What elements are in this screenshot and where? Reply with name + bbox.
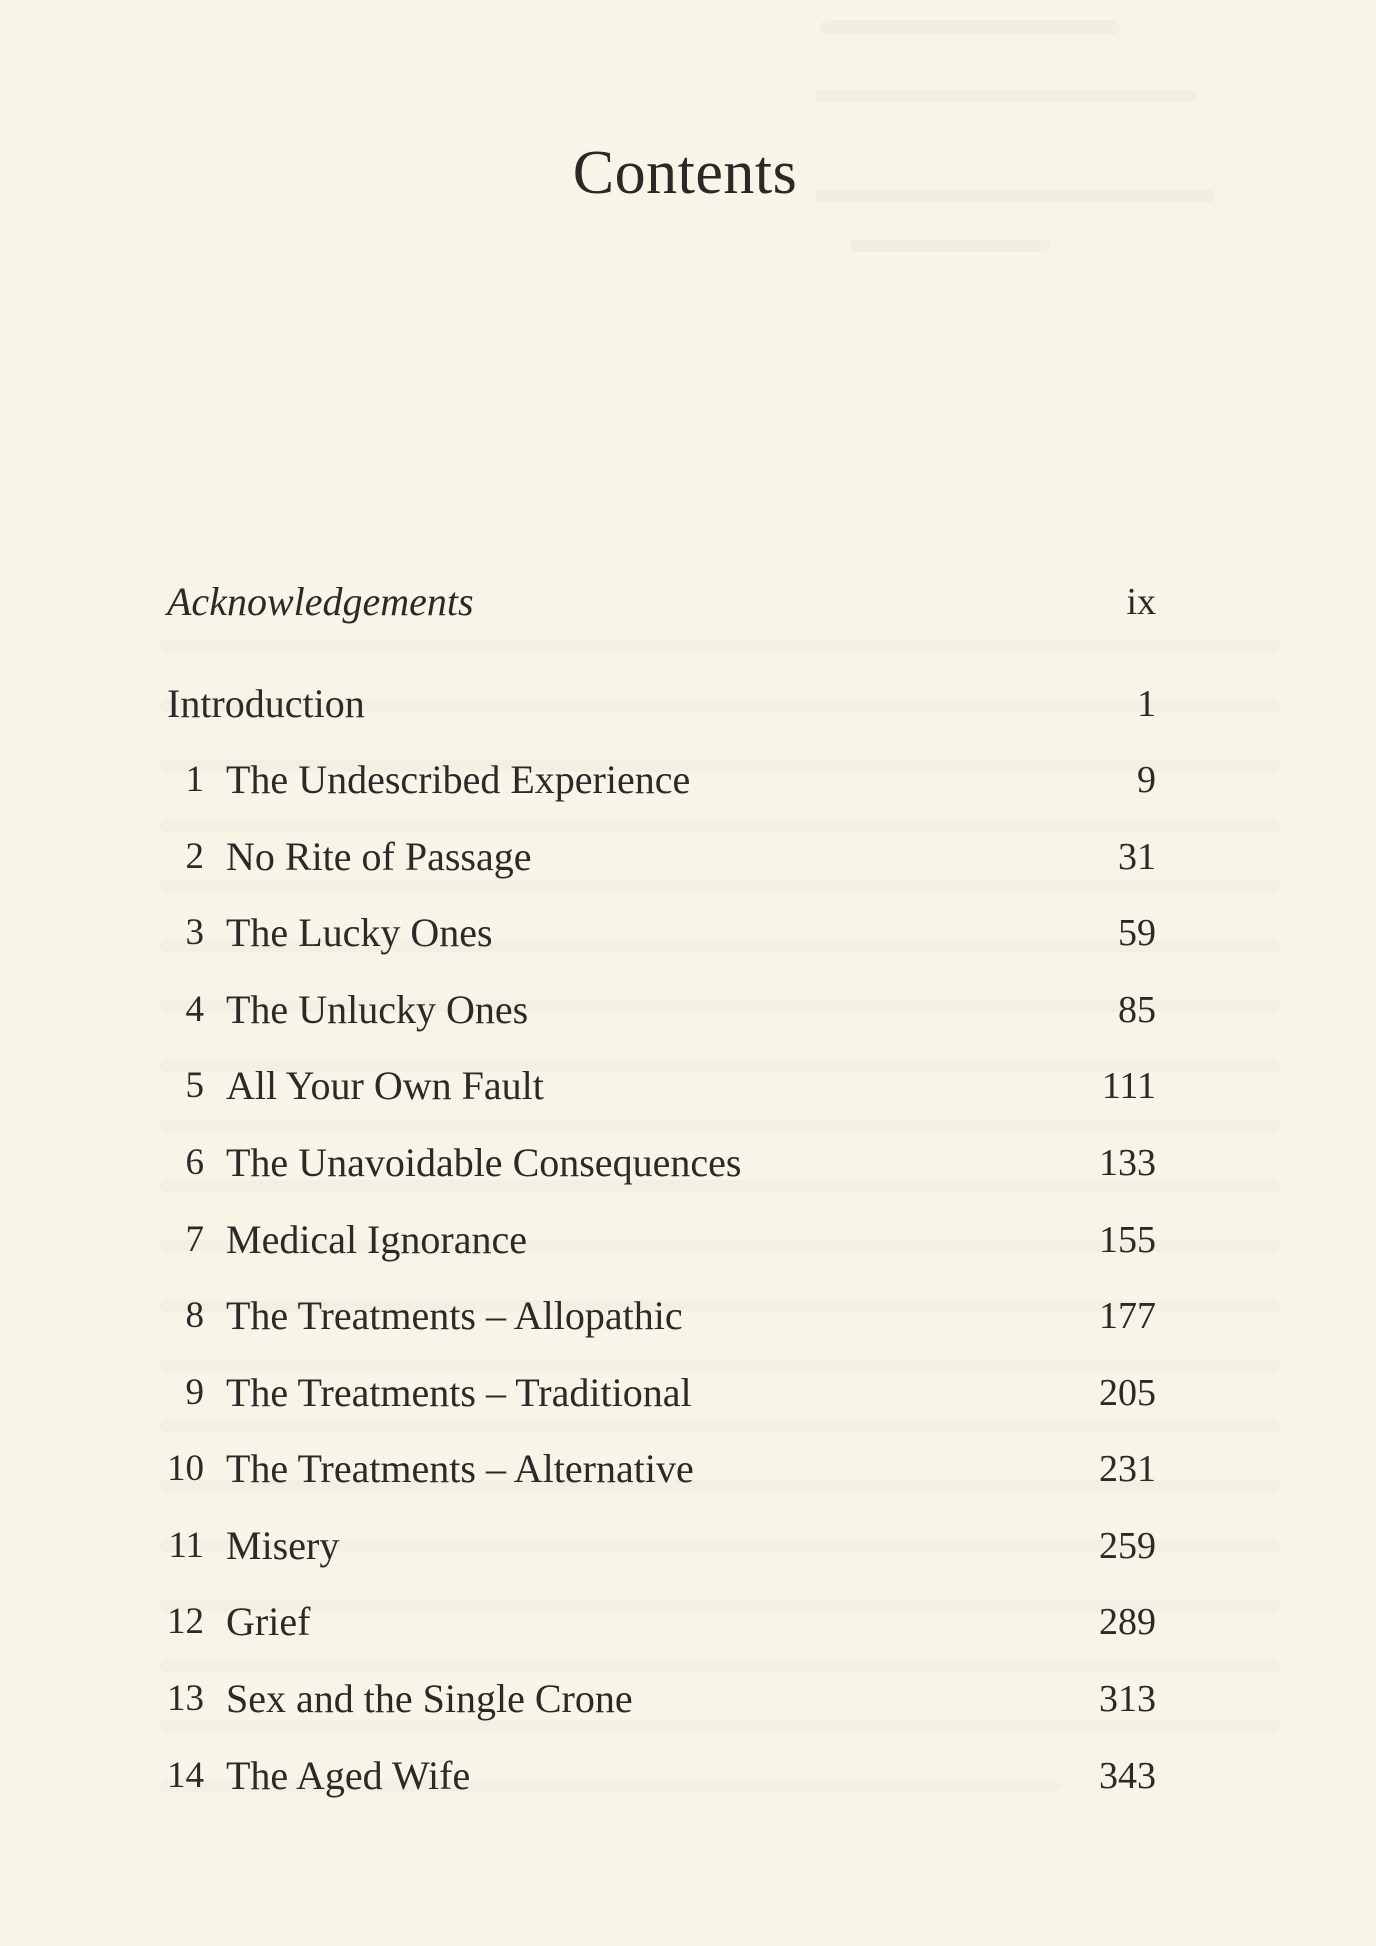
toc-entry-chapter[interactable] [0, 827, 1376, 887]
chapter-number: 1 [185, 759, 204, 800]
toc-entry-label: The Lucky Ones [226, 910, 493, 955]
toc-entry-label: The Treatments – Traditional [226, 1370, 692, 1415]
chapter-number: 9 [185, 1372, 204, 1413]
toc-entry-chapter[interactable] [0, 1056, 1376, 1116]
toc-entry-chapter[interactable] [0, 1133, 1376, 1193]
toc-entry-page: 111 [1101, 1065, 1156, 1107]
chapter-number: 12 [167, 1601, 204, 1642]
toc-entry-chapter[interactable] [0, 1746, 1376, 1806]
toc-entry-label: Medical Ignorance [226, 1217, 527, 1262]
toc-entry-chapter[interactable] [0, 1669, 1376, 1729]
toc-entry-chapter[interactable] [0, 1363, 1376, 1423]
chapter-number: 10 [167, 1448, 204, 1489]
toc-entry-chapter[interactable] [0, 750, 1376, 810]
toc-entry-page: 85 [1118, 989, 1156, 1031]
toc-entry-chapter[interactable] [0, 1210, 1376, 1270]
toc-entry-page: 31 [1118, 836, 1156, 878]
toc-entry-label: No Rite of Passage [226, 834, 532, 879]
toc-entry-label: The Unlucky Ones [226, 987, 529, 1032]
toc-entry-label: All Your Own Fault [226, 1063, 544, 1108]
toc-entry-page: 133 [1099, 1142, 1156, 1184]
toc-entry-chapter[interactable] [0, 903, 1376, 963]
toc-entry-chapter[interactable] [0, 1516, 1376, 1576]
toc-entry-page: 9 [1137, 759, 1156, 801]
chapter-number: 8 [185, 1295, 204, 1336]
toc-entry-acknowledgements[interactable] [0, 572, 1376, 632]
toc-entry-chapter[interactable] [0, 980, 1376, 1040]
chapter-number: 11 [168, 1525, 204, 1566]
toc-entry-label: Misery [226, 1523, 340, 1568]
toc-entry-label: The Treatments – Alternative [226, 1446, 694, 1491]
toc-entry-page: 231 [1099, 1448, 1156, 1490]
toc-entry-label: Sex and the Single Crone [226, 1676, 633, 1721]
toc-entry-label: Grief [226, 1599, 311, 1644]
chapter-number: 2 [185, 836, 204, 877]
toc-entry-label: Introduction [167, 681, 365, 726]
chapter-number: 3 [185, 912, 204, 953]
page-title: Contents [572, 139, 798, 207]
chapter-number: 4 [185, 989, 204, 1030]
toc-entry-page: 59 [1118, 912, 1156, 954]
chapter-number: 14 [167, 1755, 204, 1796]
toc-entry-chapter[interactable] [0, 1592, 1376, 1652]
toc-entry-label: The Aged Wife [226, 1753, 471, 1798]
toc-entry-page: 1 [1137, 683, 1156, 725]
toc-entry-chapter[interactable] [0, 1439, 1376, 1499]
toc-entry-page: 177 [1099, 1295, 1156, 1337]
toc-entry-page: 289 [1099, 1601, 1156, 1643]
toc-entry-label: The Undescribed Experience [226, 757, 691, 802]
toc-entry-page: 313 [1099, 1678, 1156, 1720]
chapter-number: 7 [185, 1219, 204, 1260]
toc-entry-page: 343 [1099, 1755, 1156, 1797]
chapter-number: 6 [185, 1142, 204, 1183]
toc-entry-label: The Unavoidable Consequences [226, 1140, 742, 1185]
toc-entry-chapter[interactable] [0, 1286, 1376, 1346]
toc-entry-page: 155 [1099, 1219, 1156, 1261]
toc-entry-introduction[interactable] [0, 674, 1376, 734]
toc-entry-page: ix [1126, 581, 1156, 623]
toc-entry-page: 205 [1099, 1372, 1156, 1414]
chapter-number: 13 [167, 1678, 204, 1719]
toc-entry-page: 259 [1099, 1525, 1156, 1567]
toc-entry-label: Acknowledgements [167, 579, 474, 624]
chapter-number: 5 [185, 1065, 204, 1106]
toc-entry-label: The Treatments – Allopathic [226, 1293, 683, 1338]
